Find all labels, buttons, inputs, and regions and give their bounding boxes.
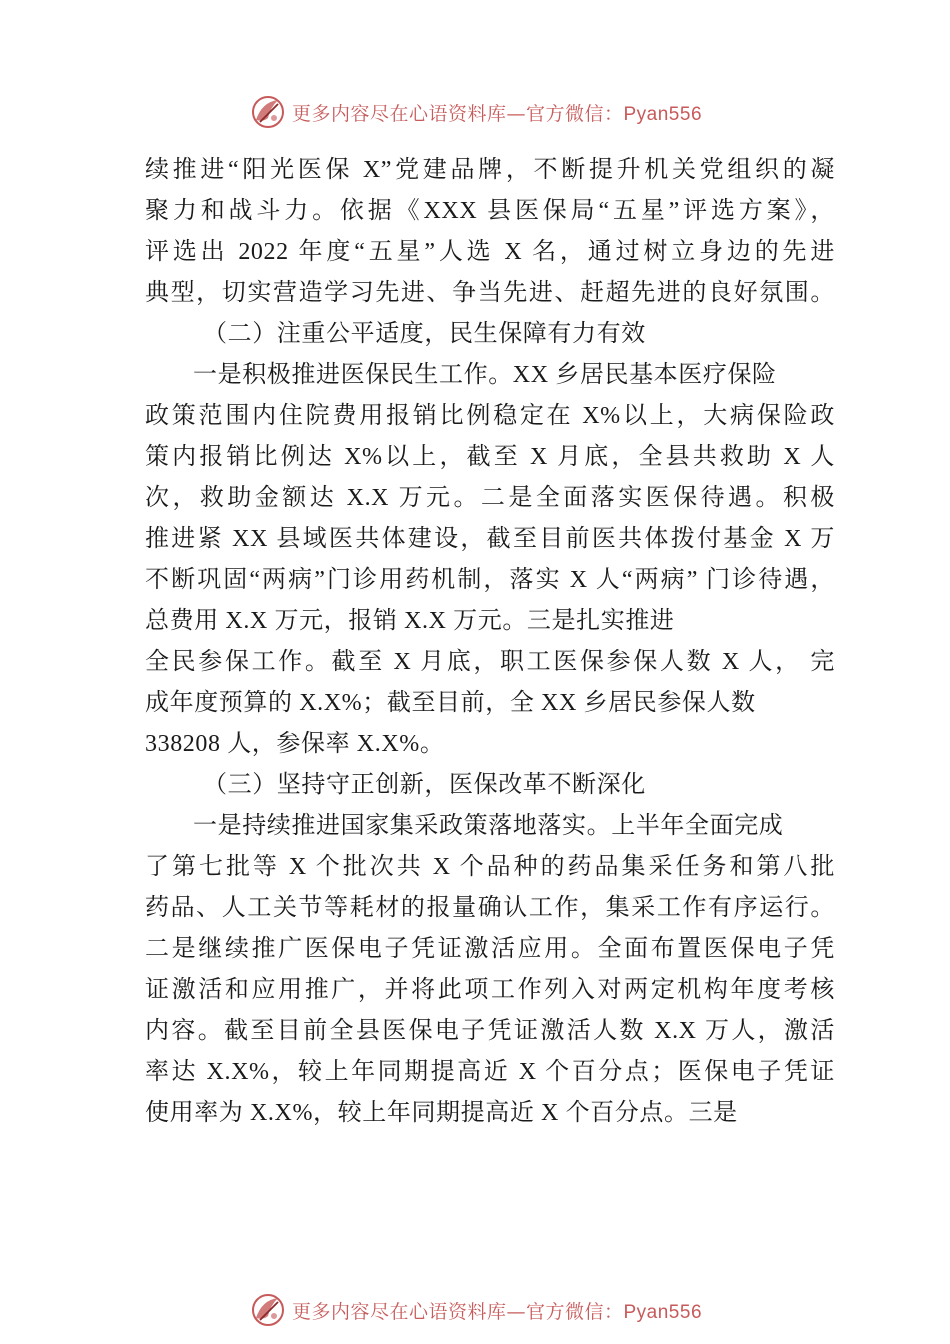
text-line: 使用率为 X.X%，较上年同期提高近 X 个百分点。三是 [145, 1100, 738, 1126]
section-heading-3: （三）坚持守正创新，医保改革不断深化 [203, 772, 646, 798]
text-line: 全民参保工作。截至 X 月底，职工医保参保人数 X 人， 完 [145, 649, 835, 675]
text-line: 一是持续推进国家集采政策落地落实。上半年全面完成 [193, 813, 784, 839]
watermark-account: Pyan556 [623, 103, 703, 125]
text-line: 成年度预算的 X.X%；截至目前，全 XX 乡居民参保人数 [145, 690, 756, 716]
text-line: 聚力和战斗力。依据《XXX 县医保局“五星”评选方案》， [145, 198, 835, 224]
header-watermark [0, 92, 950, 132]
text-line: 了第七批等 X 个批次共 X 个品种的药品集采任务和第八批 [145, 854, 835, 880]
text-line: 策内报销比例达 X%以上，截至 X 月底，全县共救助 X 人 [145, 444, 835, 470]
text-line: 证激活和应用推广，并将此项工作列入对两定机构年度考核 [145, 977, 835, 1003]
section-heading-2: （二）注重公平适度，民生保障有力有效 [203, 321, 646, 347]
watermark-logo-icon [248, 1290, 288, 1330]
text-line: 政策范围内住院费用报销比例稳定在 X%以上，大病保险政 [145, 403, 835, 429]
text-line: 药品、人工关节等耗材的报量确认工作，集采工作有序运行。 [145, 895, 835, 921]
text-line: 一是积极推进医保民生工作。XX 乡居民基本医疗保险 [193, 362, 777, 388]
watermark-label: 更多内容尽在心语资料库—官方微信： [291, 1300, 624, 1323]
text-line: 次，救助金额达 X.X 万元。二是全面落实医保待遇。积极 [145, 485, 835, 511]
watermark-logo-icon [248, 92, 288, 132]
watermark-text [292, 99, 702, 126]
text-line: 不断巩固“两病”门诊用药机制，落实 X 人“两病” 门诊待遇， [145, 567, 835, 593]
text-line: 二是继续推广医保电子凭证激活应用。全面布置医保电子凭 [145, 936, 835, 962]
text-line: 推进紧 XX 县域医共体建设，截至目前医共体拨付基金 X 万 [145, 526, 835, 552]
text-line: 总费用 X.X 万元，报销 X.X 万元。三是扎实推进 [145, 608, 675, 634]
text-line: 率达 X.X%，较上年同期提高近 X 个百分点；医保电子凭证 [145, 1059, 835, 1085]
watermark-account: Pyan556 [623, 1301, 703, 1323]
watermark-label: 更多内容尽在心语资料库—官方微信： [291, 102, 624, 125]
text-line: 典型，切实营造学习先进、争当先进、赶超先进的良好氛围。 [145, 280, 835, 306]
text-line: 评选出 2022 年度“五星”人选 X 名，通过树立身边的先进 [145, 239, 835, 265]
body-text [145, 150, 835, 1134]
text-line: 内容。截至目前全县医保电子凭证激活人数 X.X 万人，激活 [145, 1018, 835, 1044]
watermark-text [292, 1297, 702, 1324]
text-line: 338208 人，参保率 X.X%。 [145, 731, 445, 757]
text-line: 续推进“阳光医保 X”党建品牌，不断提升机关党组织的凝 [145, 157, 835, 183]
footer-watermark [0, 1290, 950, 1330]
